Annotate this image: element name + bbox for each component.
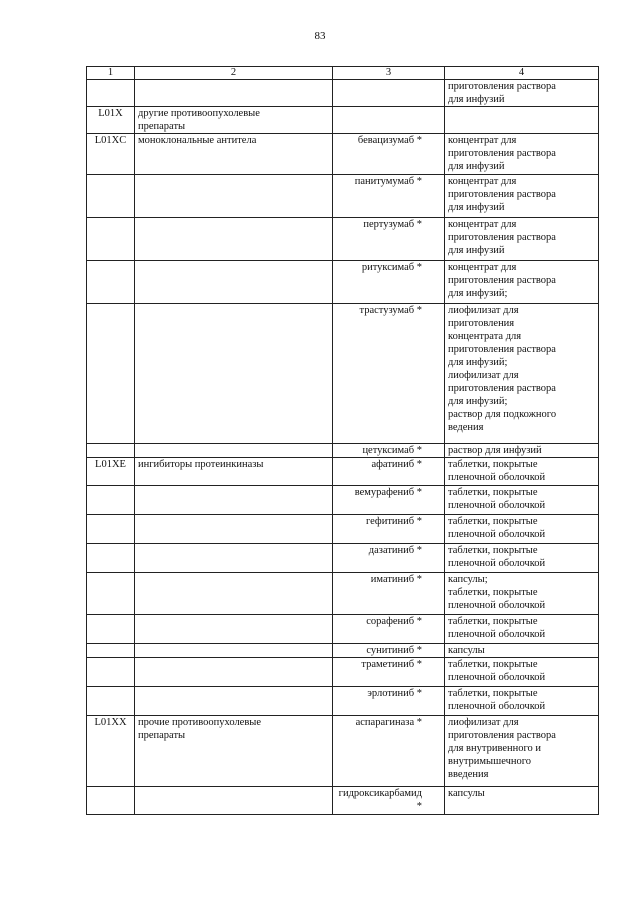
group-cell	[135, 80, 333, 107]
table-row	[87, 444, 599, 458]
table-row	[87, 134, 599, 175]
group-cell	[135, 444, 333, 458]
group-cell	[135, 687, 333, 716]
form-cell: таблетки, покрытые пленочной оболочкой	[445, 658, 599, 687]
group-cell	[135, 615, 333, 644]
drug-cell: бевацизумаб *	[333, 134, 445, 175]
form-cell: капсулы	[445, 644, 599, 658]
code-cell	[87, 261, 135, 304]
drug-cell: панитумумаб *	[333, 175, 445, 218]
code-cell	[87, 658, 135, 687]
form-cell: концентрат для приготовления раствора для инфузий;	[445, 261, 599, 304]
form-cell: таблетки, покрытые пленочной оболочкой	[445, 458, 599, 486]
drug-cell: пертузумаб *	[333, 218, 445, 261]
code-cell	[87, 573, 135, 615]
drug-cell: вемурафениб *	[333, 486, 445, 515]
table-row	[87, 458, 599, 486]
code-cell: L01X	[87, 107, 135, 134]
form-cell: таблетки, покрытые пленочной оболочкой	[445, 515, 599, 544]
table-header-row	[87, 67, 599, 80]
form-cell: капсулы; таблетки, покрытые пленочной оболочкой	[445, 573, 599, 615]
table-row	[87, 261, 599, 304]
form-cell: раствор для инфузий	[445, 444, 599, 458]
code-cell	[87, 444, 135, 458]
table-row	[87, 486, 599, 515]
group-cell: другие противоопухолевые препараты	[135, 107, 333, 134]
code-cell	[87, 175, 135, 218]
code-cell	[87, 80, 135, 107]
group-cell	[135, 486, 333, 515]
table-row	[87, 218, 599, 261]
group-cell: моноклональные антитела	[135, 134, 333, 175]
table-row	[87, 615, 599, 644]
drug-cell: дазатиниб *	[333, 544, 445, 573]
group-cell	[135, 261, 333, 304]
drug-cell: сунитиниб *	[333, 644, 445, 658]
form-cell	[445, 107, 599, 134]
drug-cell: аспарагиназа *	[333, 716, 445, 787]
group-cell	[135, 787, 333, 815]
code-cell: L01XX	[87, 716, 135, 787]
code-cell	[87, 486, 135, 515]
form-cell: приготовления раствора для инфузий	[445, 80, 599, 107]
table-row	[87, 644, 599, 658]
table-row	[87, 787, 599, 815]
drug-cell: гидроксикарбамид *	[333, 787, 445, 815]
form-cell: капсулы	[445, 787, 599, 815]
group-cell	[135, 304, 333, 444]
table-row	[87, 107, 599, 134]
code-cell	[87, 304, 135, 444]
code-cell	[87, 787, 135, 815]
drug-cell	[333, 80, 445, 107]
group-cell: прочие противоопухолевые препараты	[135, 716, 333, 787]
table-row	[87, 304, 599, 444]
code-cell	[87, 515, 135, 544]
code-cell	[87, 218, 135, 261]
form-cell: таблетки, покрытые пленочной оболочкой	[445, 687, 599, 716]
header-col-4: 4	[445, 67, 599, 80]
form-cell: таблетки, покрытые пленочной оболочкой	[445, 544, 599, 573]
form-cell: таблетки, покрытые пленочной оболочкой	[445, 615, 599, 644]
table-row	[87, 716, 599, 787]
drug-cell: афатиниб *	[333, 458, 445, 486]
group-cell: ингибиторы протеинкиназы	[135, 458, 333, 486]
form-cell: таблетки, покрытые пленочной оболочкой	[445, 486, 599, 515]
group-cell	[135, 644, 333, 658]
code-cell	[87, 615, 135, 644]
code-cell: L01XE	[87, 458, 135, 486]
drug-cell: сорафениб *	[333, 615, 445, 644]
code-cell	[87, 687, 135, 716]
header-col-1: 1	[87, 67, 135, 80]
form-cell: лиофилизат для приготовления раствора для внутривенного и внутримышечного введения	[445, 716, 599, 787]
page-number: 83	[314, 30, 326, 42]
drug-cell: трастузумаб *	[333, 304, 445, 444]
table-row	[87, 515, 599, 544]
group-cell	[135, 544, 333, 573]
group-cell	[135, 218, 333, 261]
table-row	[87, 687, 599, 716]
table-row	[87, 658, 599, 687]
code-cell	[87, 644, 135, 658]
header-col-2: 2	[135, 67, 333, 80]
table-row	[87, 573, 599, 615]
drug-cell: ритуксимаб *	[333, 261, 445, 304]
group-cell	[135, 658, 333, 687]
table-row	[87, 80, 599, 107]
table-row	[87, 544, 599, 573]
form-cell: лиофилизат для приготовления концентрата для приготовления раствора для инфузий; лиофилизат для приготовления раствора для инфузий; раствор для подкожного ведения	[445, 304, 599, 444]
table-row	[87, 175, 599, 218]
code-cell: L01XC	[87, 134, 135, 175]
drug-cell: гефитиниб *	[333, 515, 445, 544]
drug-cell: иматиниб *	[333, 573, 445, 615]
group-cell	[135, 175, 333, 218]
form-cell: концентрат для приготовления раствора для инфузий	[445, 218, 599, 261]
group-cell	[135, 573, 333, 615]
drug-cell: эрлотиниб *	[333, 687, 445, 716]
code-cell	[87, 544, 135, 573]
form-cell: концентрат для приготовления раствора для инфузий	[445, 134, 599, 175]
drug-cell: цетуксимаб *	[333, 444, 445, 458]
header-col-3: 3	[333, 67, 445, 80]
group-cell	[135, 515, 333, 544]
form-cell: концентрат для приготовления раствора для инфузий	[445, 175, 599, 218]
drug-cell	[333, 107, 445, 134]
drug-list-table	[86, 66, 599, 815]
drug-cell: траметиниб *	[333, 658, 445, 687]
